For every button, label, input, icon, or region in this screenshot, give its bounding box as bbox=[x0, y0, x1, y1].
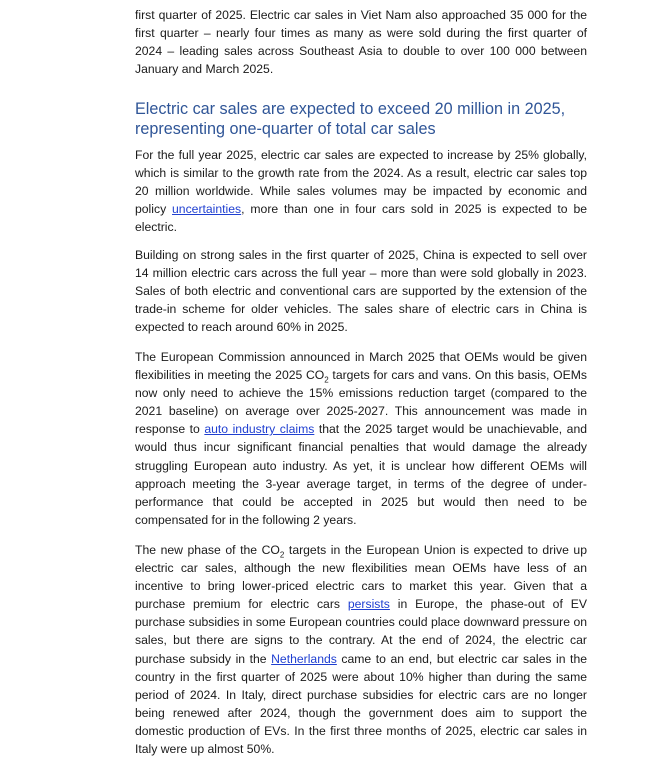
paragraph-text: The European Commission announced in March 2025 that OEMs would be given flexibilities in meeting the 2025 CO bbox=[135, 350, 587, 383]
paragraph-text: targets in the European Union is expected to drive up electric car sales, although the new flexibilities mean OEMs have less of an incentive to bring lower-priced electric cars to market this year. Given that a purchase premium for electric cars bbox=[135, 543, 587, 612]
persists-link[interactable]: persists bbox=[347, 597, 390, 612]
paragraph-text: For the full year 2025, electric car sales are expected to increase by 25% globally, which is similar to the growth rate from the 2024. As a result, electric car sales top 20 million worldwide. While sales volumes may be impacted by economic and policy bbox=[135, 148, 587, 217]
paragraph-text: The new phase of the CO bbox=[135, 543, 280, 557]
subscript-2: 2 bbox=[279, 550, 285, 560]
section-heading: Electric car sales are expected to exceed 20 million in 2025, representing one-quarter of total car sales bbox=[135, 100, 566, 138]
paragraph-global-forecast bbox=[135, 146, 587, 236]
paragraph-china-forecast bbox=[135, 246, 587, 336]
paragraph-text: Building on strong sales in the first quarter of 2025, China is expected to sell over 14 million electric cars across the full year – more than were sold globally in 2023. Sales of both electric and conventional cars are supported by the extension of the trade-in scheme for older vehicles. The sales share of electric cars in China is expected to reach around 60% in 2025. bbox=[135, 248, 587, 335]
auto-industry-claims-link[interactable]: auto industry claims bbox=[204, 422, 315, 437]
netherlands-link[interactable]: Netherlands bbox=[271, 651, 337, 666]
paragraph-text: targets for cars and vans. On this basis, OEMs now only need to achieve the 15% emissions reduction target (compared to the 2021 baseline) on average over 2025-2027. This announcement was made in response to bbox=[135, 368, 587, 437]
uncertainties-link[interactable]: uncertainties bbox=[172, 202, 242, 217]
paragraph-eu-targets bbox=[135, 541, 587, 758]
paragraph-text: , more than one in four cars sold in 2025 is expected to be electric. bbox=[135, 202, 588, 235]
paragraph-european-commission bbox=[135, 348, 587, 529]
paragraph-text: that the 2025 target would be unachievable, and would thus incur significant financial penalties that would damage the already struggling European auto industry. As yet, it is unclear how different OEMs will approach meeting the 3-year average target, in terms of the degree of under-performance that could be accepted in 2025 but would then need to be compensated for in the following 2 years. bbox=[135, 422, 587, 527]
paragraph-text: in Europe, the phase-out of EV purchase subsidies in some European countries could place downward pressure on sales, but there are signs to the contrary. At the end of 2024, the electric car purchase subsidy in the bbox=[135, 597, 587, 666]
subscript-2: 2 bbox=[324, 375, 329, 385]
paragraph-text: came to an end, but electric car sales in the country in the first quarter of 2025 were about 10% higher than during the same period of 2024. In Italy, direct purchase subsidies for electric cars are no longer being renewed after 2024, though the government does aim to support the domestic production of EVs. In the first three months of 2025, electric car sales in Italy were up almost 50%. bbox=[135, 651, 587, 757]
paragraph-viet-nam-sales bbox=[135, 6, 587, 78]
paragraph-text: first quarter of 2025. Electric car sales in Viet Nam also approached 35 000 for the first quarter – nearly four times as many as were sold during the first quarter of 2024 – leading sales across Southeast Asia to double to over 100 000 between January and March 2025. bbox=[135, 8, 587, 77]
